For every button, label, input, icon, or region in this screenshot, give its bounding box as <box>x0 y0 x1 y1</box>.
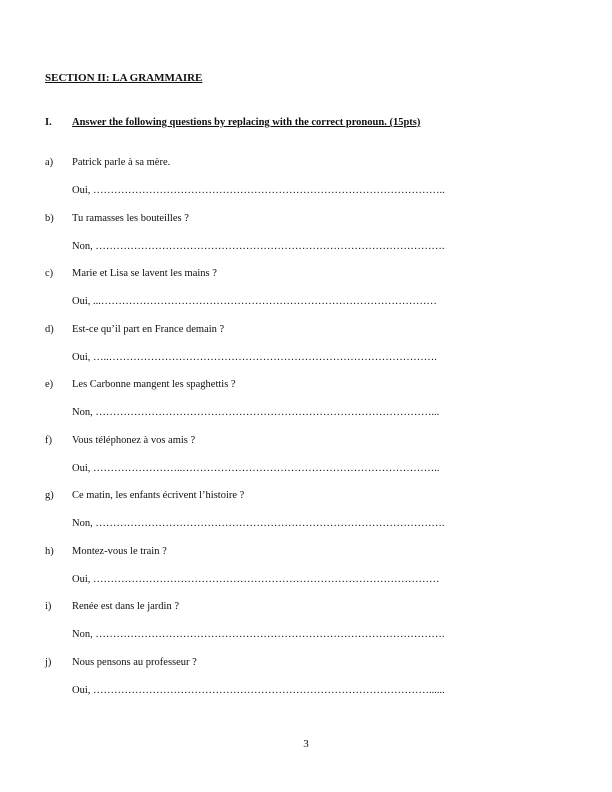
question-text: Vous téléphonez à vos amis ? <box>72 435 196 446</box>
answer-line[interactable]: Oui, ……………………………………………………………………………………...... <box>72 685 445 696</box>
answer-line[interactable]: Oui, …..…………………………………………………………………………………. <box>72 352 437 363</box>
answer-line[interactable]: Non, ………………………………………………………………………………………. <box>72 629 445 640</box>
part-number: I. <box>45 117 52 128</box>
answer-line[interactable]: Oui, ……………………..……………………………………………………………….. <box>72 463 440 474</box>
question-text: Patrick parle à sa mère. <box>72 157 171 168</box>
answer-line[interactable]: Non, ………………………………………………………………………………………. <box>72 518 445 529</box>
instruction-text: Answer the following questions by replacing with the correct pronoun. (15pts) <box>72 117 421 128</box>
question-letter: a) <box>45 157 54 168</box>
question-text: Est-ce qu’il part en France demain ? <box>72 324 225 335</box>
answer-line[interactable]: Oui, ……………………………………………………………………………………… <box>72 574 440 585</box>
question-text: Ce matin, les enfants écrivent l’histoire ? <box>72 490 245 501</box>
question-letter: i) <box>45 601 52 612</box>
question-text: Marie et Lisa se lavent les mains ? <box>72 268 217 279</box>
question-letter: h) <box>45 546 54 557</box>
question-letter: b) <box>45 213 54 224</box>
question-letter: c) <box>45 268 54 279</box>
question-letter: g) <box>45 490 54 501</box>
question-letter: e) <box>45 379 54 390</box>
answer-line[interactable]: Non, ……………………………………………………………………………………... <box>72 407 440 418</box>
question-text: Les Carbonne mangent les spaghettis ? <box>72 379 236 390</box>
question-text: Tu ramasses les bouteilles ? <box>72 213 189 224</box>
answer-line[interactable]: Oui, ...…………………………………………………………………………………… <box>72 296 437 307</box>
question-text: Montez-vous le train ? <box>72 546 167 557</box>
answer-line[interactable]: Non, ………………………………………………………………………………………. <box>72 241 445 252</box>
question-letter: f) <box>45 435 52 446</box>
answer-line[interactable]: Oui, ……………………………………………………………………………………….. <box>72 185 445 196</box>
section-title: SECTION II: LA GRAMMAIRE <box>45 72 203 84</box>
page-number: 3 <box>303 738 309 750</box>
question-letter: j) <box>45 657 52 668</box>
question-text: Nous pensons au professeur ? <box>72 657 197 668</box>
question-text: Renée est dans le jardin ? <box>72 601 179 612</box>
question-letter: d) <box>45 324 54 335</box>
